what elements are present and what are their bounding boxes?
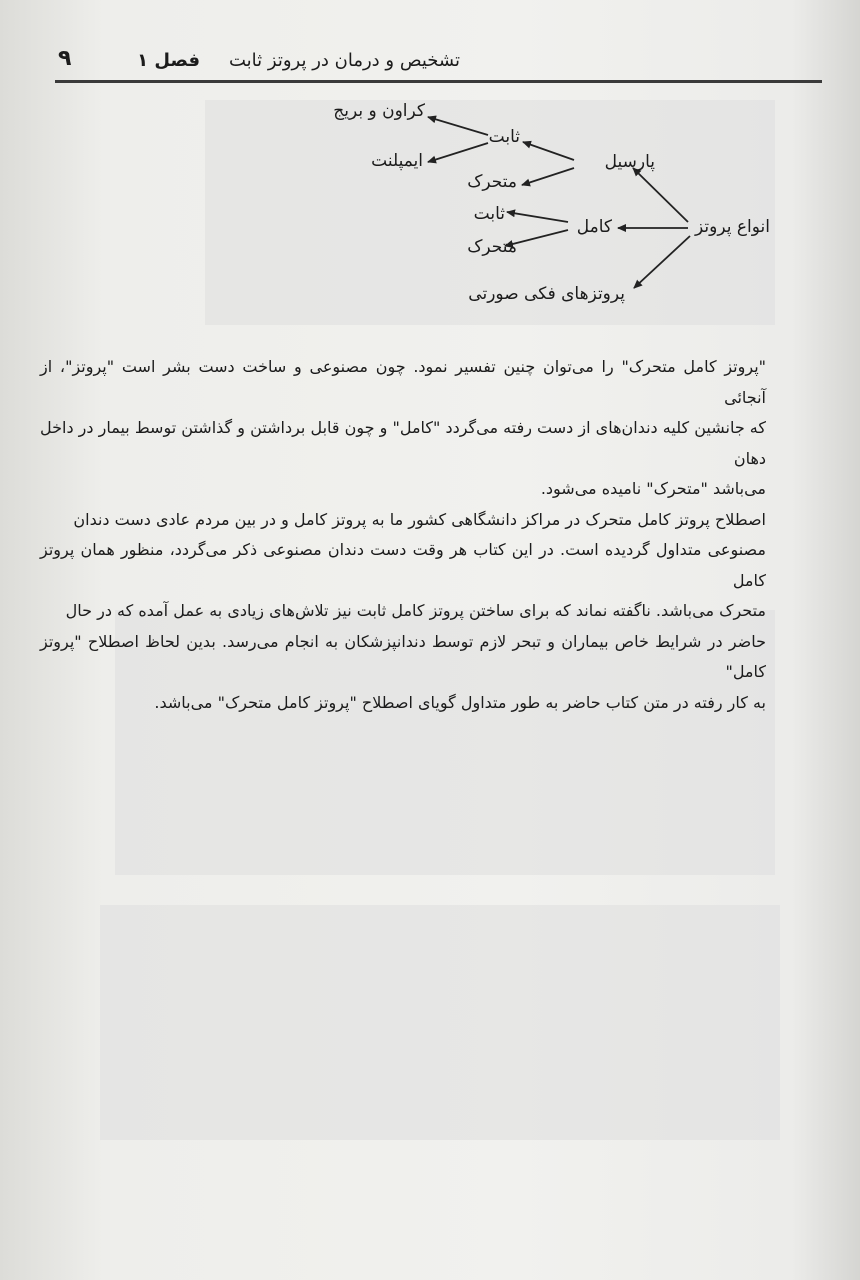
arrow-complete-fixed bbox=[507, 212, 568, 222]
body-text bbox=[40, 352, 766, 718]
prosthesis-types-diagram bbox=[0, 0, 860, 330]
node-complete-fixed: ثابت bbox=[473, 204, 505, 224]
text-line: اصطلاح پروتز کامل متحرک در مراکز دانشگاهی کشور ما به پروتز کامل و در بین مردم عادی دست دندان bbox=[73, 509, 766, 529]
node-root: انواع پروتز bbox=[695, 217, 770, 237]
node-complete-removable: متحرک bbox=[467, 237, 517, 257]
node-partial-fixed: ثابت bbox=[488, 127, 520, 147]
chapter-label: فصل ۱ bbox=[137, 50, 200, 71]
text-line: می‌باشد "متحرک" نامیده می‌شود. bbox=[540, 479, 766, 498]
book-title: تشخیص و درمان در پروتز ثابت bbox=[229, 50, 460, 71]
arrow-partial-removable bbox=[522, 168, 574, 185]
node-maxillofacial: پروتزهای فکی صورتی bbox=[468, 284, 625, 304]
text-line: که جانشین کلیه دندان‌های از دست رفته می‌گردد "کامل" و چون قابل برداشتن و گذاشتن توسط بیمار در داخل دهان bbox=[40, 418, 766, 468]
node-complete: کامل bbox=[576, 217, 612, 237]
arrow-root-partial bbox=[633, 168, 688, 222]
text-line: حاضر در شرایط خاص بیماران و تبحر لازم توسط دندانپزشکان به انجام می‌رسد. بدین لحاظ اصطلاح "پروتز کامل" bbox=[40, 631, 766, 681]
node-partial: پارسیل bbox=[604, 152, 655, 172]
arrow-partial-fixed bbox=[523, 142, 574, 160]
arrow-root-maxillofacial bbox=[634, 236, 690, 288]
page-number: ۹ bbox=[58, 46, 72, 71]
node-implant: ایمپلنت bbox=[371, 151, 423, 171]
arrow-fixed-crown bbox=[428, 117, 488, 135]
text-line: "پروتز کامل متحرک" را می‌توان چنین تفسیر نمود. چون مصنوعی و ساخت دست بشر است "پروتز"، از آنجائی bbox=[40, 357, 766, 407]
show-through-block bbox=[100, 905, 780, 1140]
text-line: متحرک می‌باشد. ناگفته نماند که برای ساختن پروتز کامل ثابت نیز تلاش‌های زیادی به عمل آمده که در حال bbox=[65, 601, 766, 620]
node-partial-removable: متحرک bbox=[467, 172, 517, 192]
text-line: به کار رفته در متن کتاب حاضر به طور متداول گویای اصطلاح "پروتز کامل متحرک" می‌باشد. bbox=[154, 692, 766, 712]
diagram-arrows bbox=[0, 0, 860, 330]
node-crown-bridge: کراون و بریج bbox=[333, 101, 425, 121]
text-line: مصنوعی متداول گردیده است. در این کتاب هر وقت دست دندان مصنوعی ذکر می‌گردد، منظور همان پروتز کامل bbox=[40, 540, 766, 590]
arrow-fixed-implant bbox=[428, 143, 488, 162]
